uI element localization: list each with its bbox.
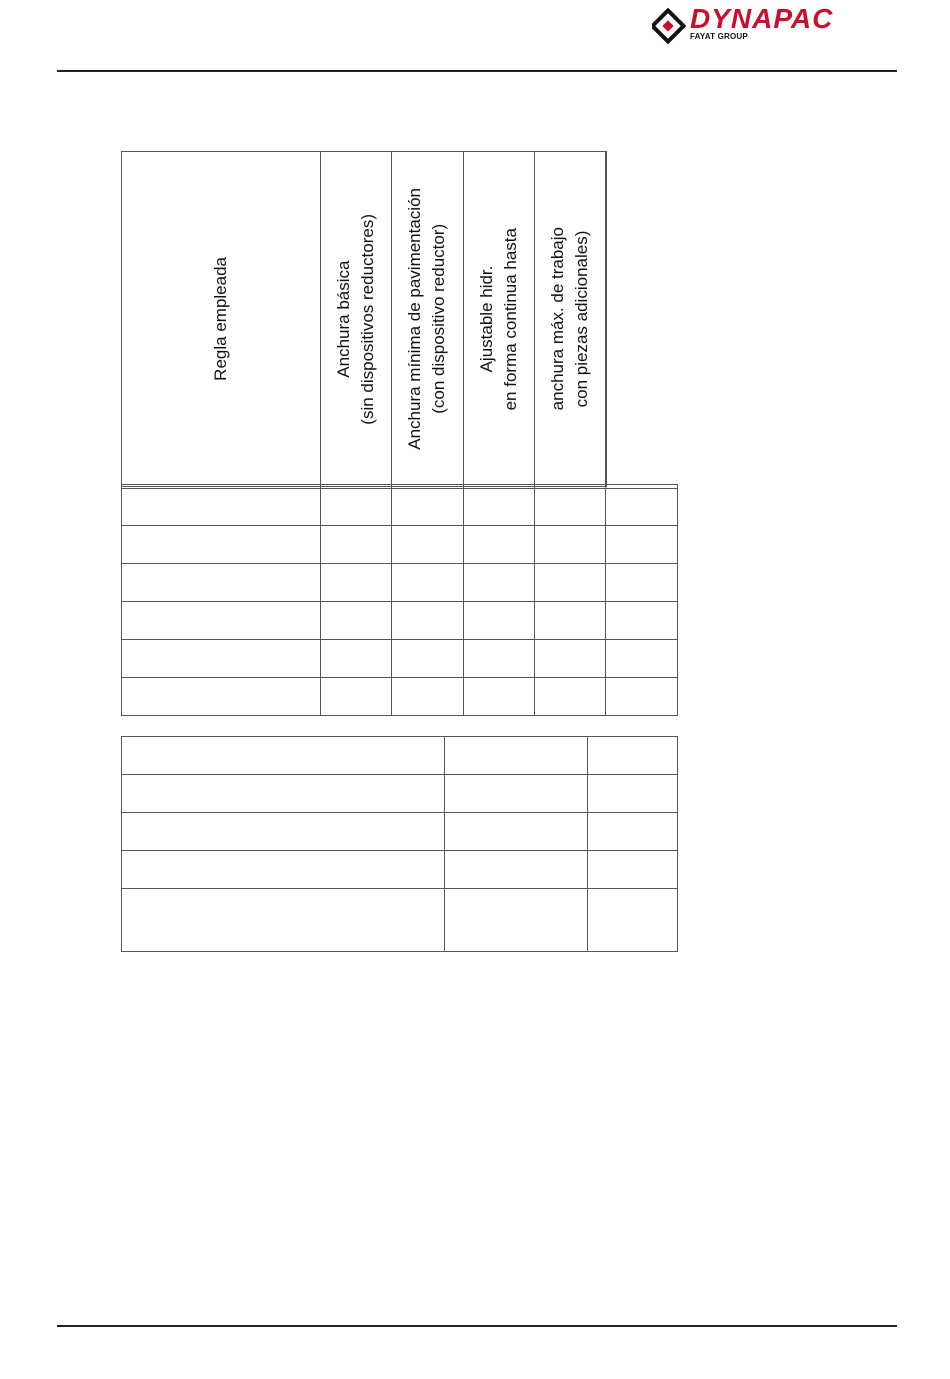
column-header-basic-width: Anchura básica (sin dispositivos reductores): [333, 213, 377, 425]
column-header-hydraulic-adjust: Ajustable hidr. en forma continua hasta: [476, 227, 520, 411]
table-header-cell: [534, 151, 605, 487]
column-header-min-width: Anchura mínima de pavimentación (con dispositivo reductor): [405, 188, 448, 450]
table-header-cell: [463, 151, 534, 487]
table-row: [121, 639, 677, 640]
table-header-cell: [121, 151, 320, 487]
table-row: [121, 850, 678, 851]
table-row: [121, 601, 677, 602]
brand-subtitle: FAYAT GROUP: [690, 32, 748, 41]
table-header-cell: [320, 151, 391, 487]
table-row: [121, 525, 677, 526]
column-header-max-width: anchura máx. de trabajo con piezas adicionales): [547, 227, 591, 411]
table-row: [121, 888, 678, 889]
table-header-cell: [391, 151, 463, 487]
header-rule: [57, 70, 897, 72]
table-row: [121, 677, 677, 678]
footer-rule: [57, 1325, 897, 1327]
brand-name: DYNAPAC: [690, 3, 834, 34]
table-row: [121, 812, 678, 813]
column-header-screed: Regla empleada: [210, 257, 230, 381]
table-row: [121, 563, 677, 564]
table-row: [121, 774, 678, 775]
table-row: [121, 715, 678, 716]
